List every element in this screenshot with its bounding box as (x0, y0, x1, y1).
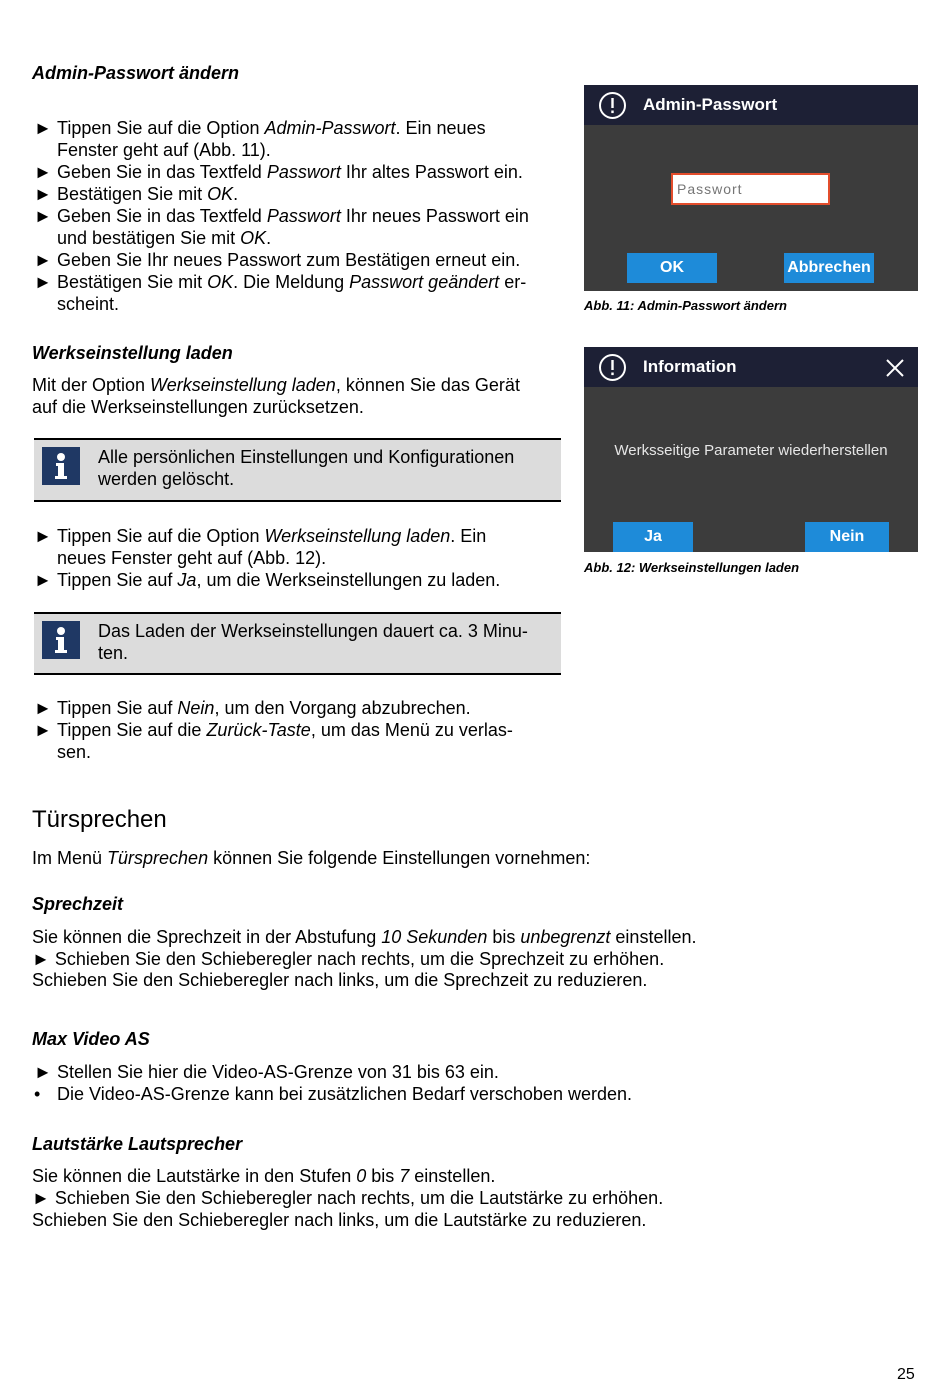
bullet-arrow: ► (34, 250, 52, 270)
page-number: 25 (897, 1366, 915, 1383)
heading-speaker-volume: Lautstärke Lautsprecher (32, 1134, 243, 1154)
alert-icon (598, 91, 627, 120)
max-video-step: Stellen Sie hier die Video-AS-Grenze von 31 bis 63 ein. (57, 1062, 499, 1082)
dialog-title: Information (643, 357, 737, 376)
information-dialog (584, 347, 918, 552)
figure-caption-12: Abb. 12: Werkseinstellungen laden (584, 560, 800, 575)
bullet-arrow: ► (34, 1062, 52, 1082)
admin-step-line: Fenster geht auf (Abb. 11). (57, 140, 271, 160)
admin-step-line: Geben Sie in das Textfeld Passwort Ihr altes Passwort ein. (57, 162, 523, 182)
bullet-arrow: ► (34, 698, 52, 718)
volume-line3: Schieben Sie den Schieberegler nach links, um die Lautstärke zu reduzieren. (32, 1210, 647, 1230)
bullet-arrow: ► (34, 272, 52, 292)
reset-step-4: Tippen Sie auf die Zurück-Taste, um das Menü zu verlas- (57, 720, 513, 740)
bullet-arrow: ► (34, 162, 52, 182)
password-input[interactable] (671, 173, 830, 205)
admin-step-line: Tippen Sie auf die Option Admin-Passwort. Ein neues (57, 118, 486, 138)
admin-step-line: Geben Sie Ihr neues Passwort zum Bestätigen erneut ein. (57, 250, 521, 270)
admin-step-line: Geben Sie in das Textfeld Passwort Ihr neues Passwort ein (57, 206, 529, 226)
bullet-arrow: ► (34, 206, 52, 226)
admin-step-line: Bestätigen Sie mit OK. (57, 184, 239, 204)
info-note-text: Das Laden der Werkseinstellungen dauert ca. 3 Minu- ten. (98, 621, 528, 663)
yes-button[interactable]: Ja (613, 522, 693, 552)
info-icon (42, 447, 80, 485)
door-intro: Im Menü Türsprechen können Sie folgende Einstellungen vornehmen: (32, 848, 591, 868)
close-icon[interactable] (885, 358, 905, 378)
cancel-button[interactable]: Abbrechen (784, 253, 874, 283)
dialog-header (584, 85, 918, 125)
info-note-1 (34, 438, 561, 502)
bullet-arrow: ► (34, 526, 52, 546)
bullet-arrow: ► (34, 184, 52, 204)
talk-time-line2: ► Schieben Sie den Schieberegler nach rechts, um die Sprechzeit zu erhöhen. (32, 949, 665, 969)
max-video-note: Die Video-AS-Grenze kann bei zusätzlichen Bedarf verschoben werden. (57, 1084, 632, 1104)
info-note-2 (34, 612, 561, 675)
bullet-arrow: ► (34, 118, 52, 138)
talk-time-line1: Sie können die Sprechzeit in der Abstufung 10 Sekunden bis unbegrenzt einstellen. (32, 927, 697, 947)
reset-step-2: Tippen Sie auf Ja, um die Werkseinstellungen zu laden. (57, 570, 501, 590)
volume-line2: ► Schieben Sie den Schieberegler nach rechts, um die Lautstärke zu erhöhen. (32, 1188, 664, 1208)
ok-button[interactable]: OK (627, 253, 717, 283)
dialog-title: Admin-Passwort (643, 95, 778, 114)
admin-password-dialog (584, 85, 918, 291)
figure-caption-11: Abb. 11: Admin-Passwort ändern (584, 298, 787, 313)
reset-intro-line2: auf die Werkseinstellungen zurücksetzen. (32, 397, 364, 417)
heading-talk-time: Sprechzeit (32, 894, 124, 914)
volume-line1: Sie können die Lautstärke in den Stufen 0 bis 7 einstellen. (32, 1166, 496, 1186)
bullet-arrow: ► (34, 720, 52, 740)
admin-step-line: und bestätigen Sie mit OK. (57, 228, 272, 248)
alert-icon (598, 353, 627, 382)
reset-intro-line1: Mit der Option Werkseinstellung laden, können Sie das Gerät (32, 375, 520, 395)
admin-step-line: Bestätigen Sie mit OK. Die Meldung Passwort geändert er- (57, 272, 527, 292)
heading-admin-password: Admin-Passwort ändern (32, 63, 240, 83)
reset-step-1: Tippen Sie auf die Option Werkseinstellung laden. Ein (57, 526, 487, 546)
reset-step-1-cont: neues Fenster geht auf (Abb. 12). (57, 548, 327, 568)
no-button[interactable]: Nein (805, 522, 889, 552)
reset-step-3: Tippen Sie auf Nein, um den Vorgang abzubrechen. (57, 698, 471, 718)
heading-max-video: Max Video AS (32, 1029, 150, 1049)
heading-factory-reset: Werkseinstellung laden (32, 343, 233, 363)
bullet-arrow: ► (34, 570, 52, 590)
dialog-message: Werksseitige Parameter wiederherstellen (614, 442, 888, 459)
talk-time-line3: Schieben Sie den Schieberegler nach links, um die Sprechzeit zu reduzieren. (32, 970, 648, 990)
heading-door-talk: Türsprechen (32, 806, 167, 833)
reset-step-4-cont: sen. (57, 742, 92, 762)
bullet-dot: • (34, 1084, 41, 1104)
info-icon (42, 621, 80, 659)
dialog-header (584, 347, 918, 387)
info-note-text: Alle persönlichen Einstellungen und Konfigurationen werden gelöscht. (98, 447, 515, 489)
admin-step-line: scheint. (57, 294, 120, 314)
